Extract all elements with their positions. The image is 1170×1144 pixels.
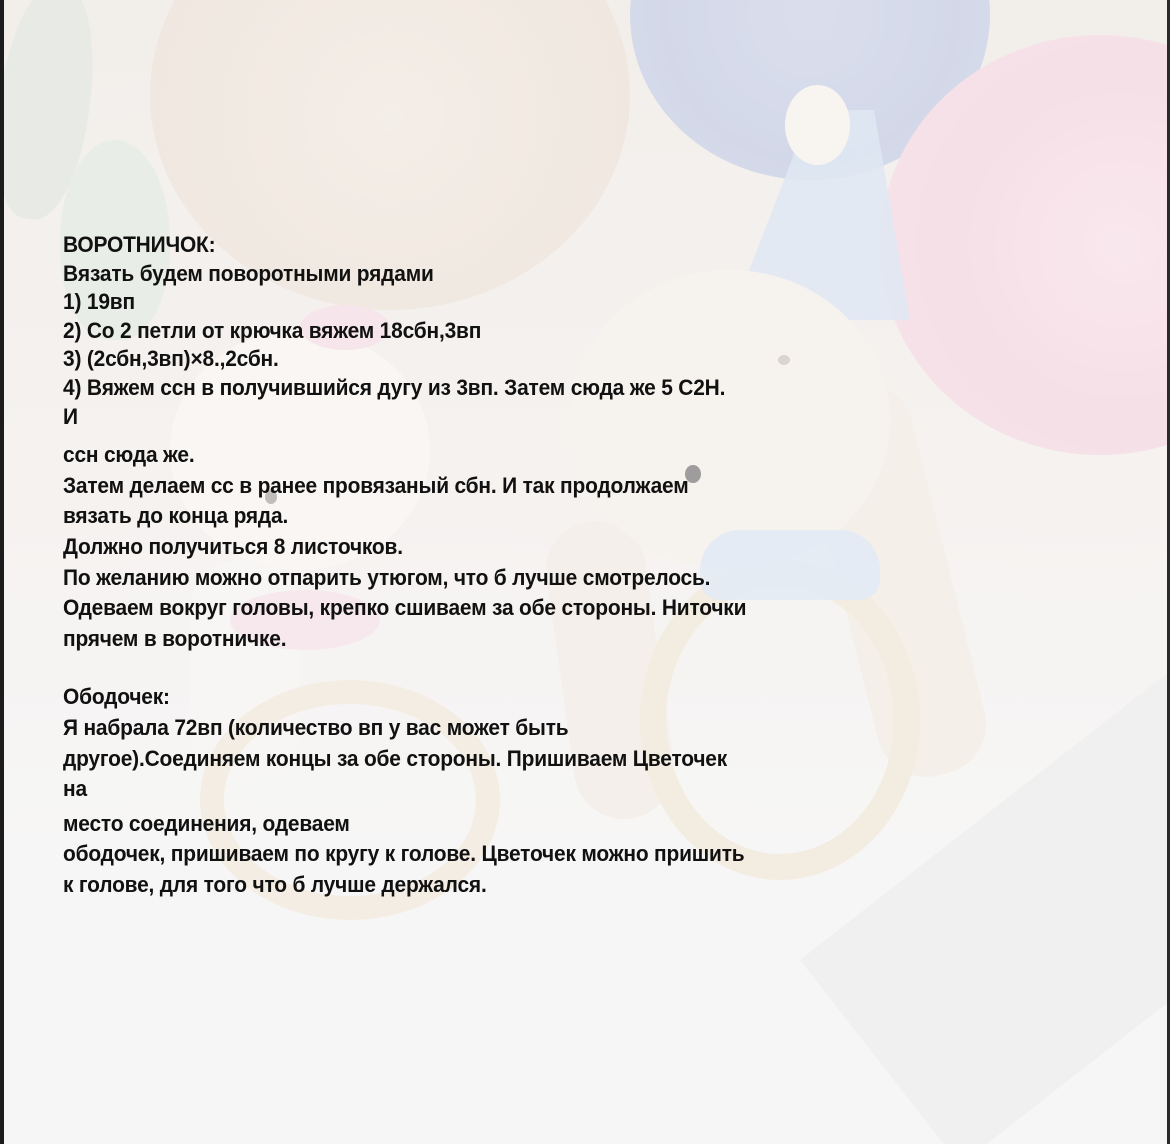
section-title-headband: Ободочек:: [63, 684, 170, 710]
instruction-line: Вязать будем поворотными рядами: [63, 260, 434, 286]
instruction-line: И: [63, 403, 78, 429]
instruction-line: Я набрала 72вп (количество вп у вас может быть: [63, 714, 569, 740]
instruction-line: вязать до конца ряда.: [63, 503, 289, 529]
pattern-instructions: [63, 231, 1123, 899]
left-border: [0, 0, 4, 1144]
section-gap: [63, 653, 1123, 683]
instruction-line: на: [63, 776, 87, 802]
instruction-line: к голове, для того что б лучше держался.: [63, 871, 487, 897]
instruction-line: прячем в воротничке.: [63, 625, 287, 651]
instruction-line: Должно получиться 8 листочков.: [63, 533, 403, 559]
instruction-line: Одеваем вокруг головы, крепко сшиваем за обе стороны. Ниточки: [63, 595, 747, 621]
instruction-line: 4) Вяжем ссн в получившийся дугу из 3вп. Затем сюда же 5 С2Н.: [63, 374, 726, 400]
instruction-line: Затем делаем сс в ранее провязаный сбн. И так продолжаем: [63, 472, 689, 498]
instruction-line: 3) (2сбн,3вп)×8.,2сбн.: [63, 346, 279, 372]
section-title-collar: ВОРОТНИЧОК:: [63, 232, 216, 257]
instruction-line: место соединения, одеваем: [63, 810, 350, 836]
instruction-line: 1) 19вп: [63, 289, 135, 315]
instruction-line: 2) Со 2 петли от крючка вяжем 18сбн,3вп: [63, 317, 482, 343]
instruction-line: По желанию можно отпарить утюгом, что б лучше смотрелось.: [63, 564, 711, 590]
instruction-line: ссн сюда же.: [63, 442, 195, 468]
instruction-line: другое).Соединяем концы за обе стороны. Пришиваем Цветочек: [63, 745, 728, 771]
instruction-line: ободочек, пришиваем по кругу к голове. Цветочек можно пришить: [63, 841, 745, 867]
